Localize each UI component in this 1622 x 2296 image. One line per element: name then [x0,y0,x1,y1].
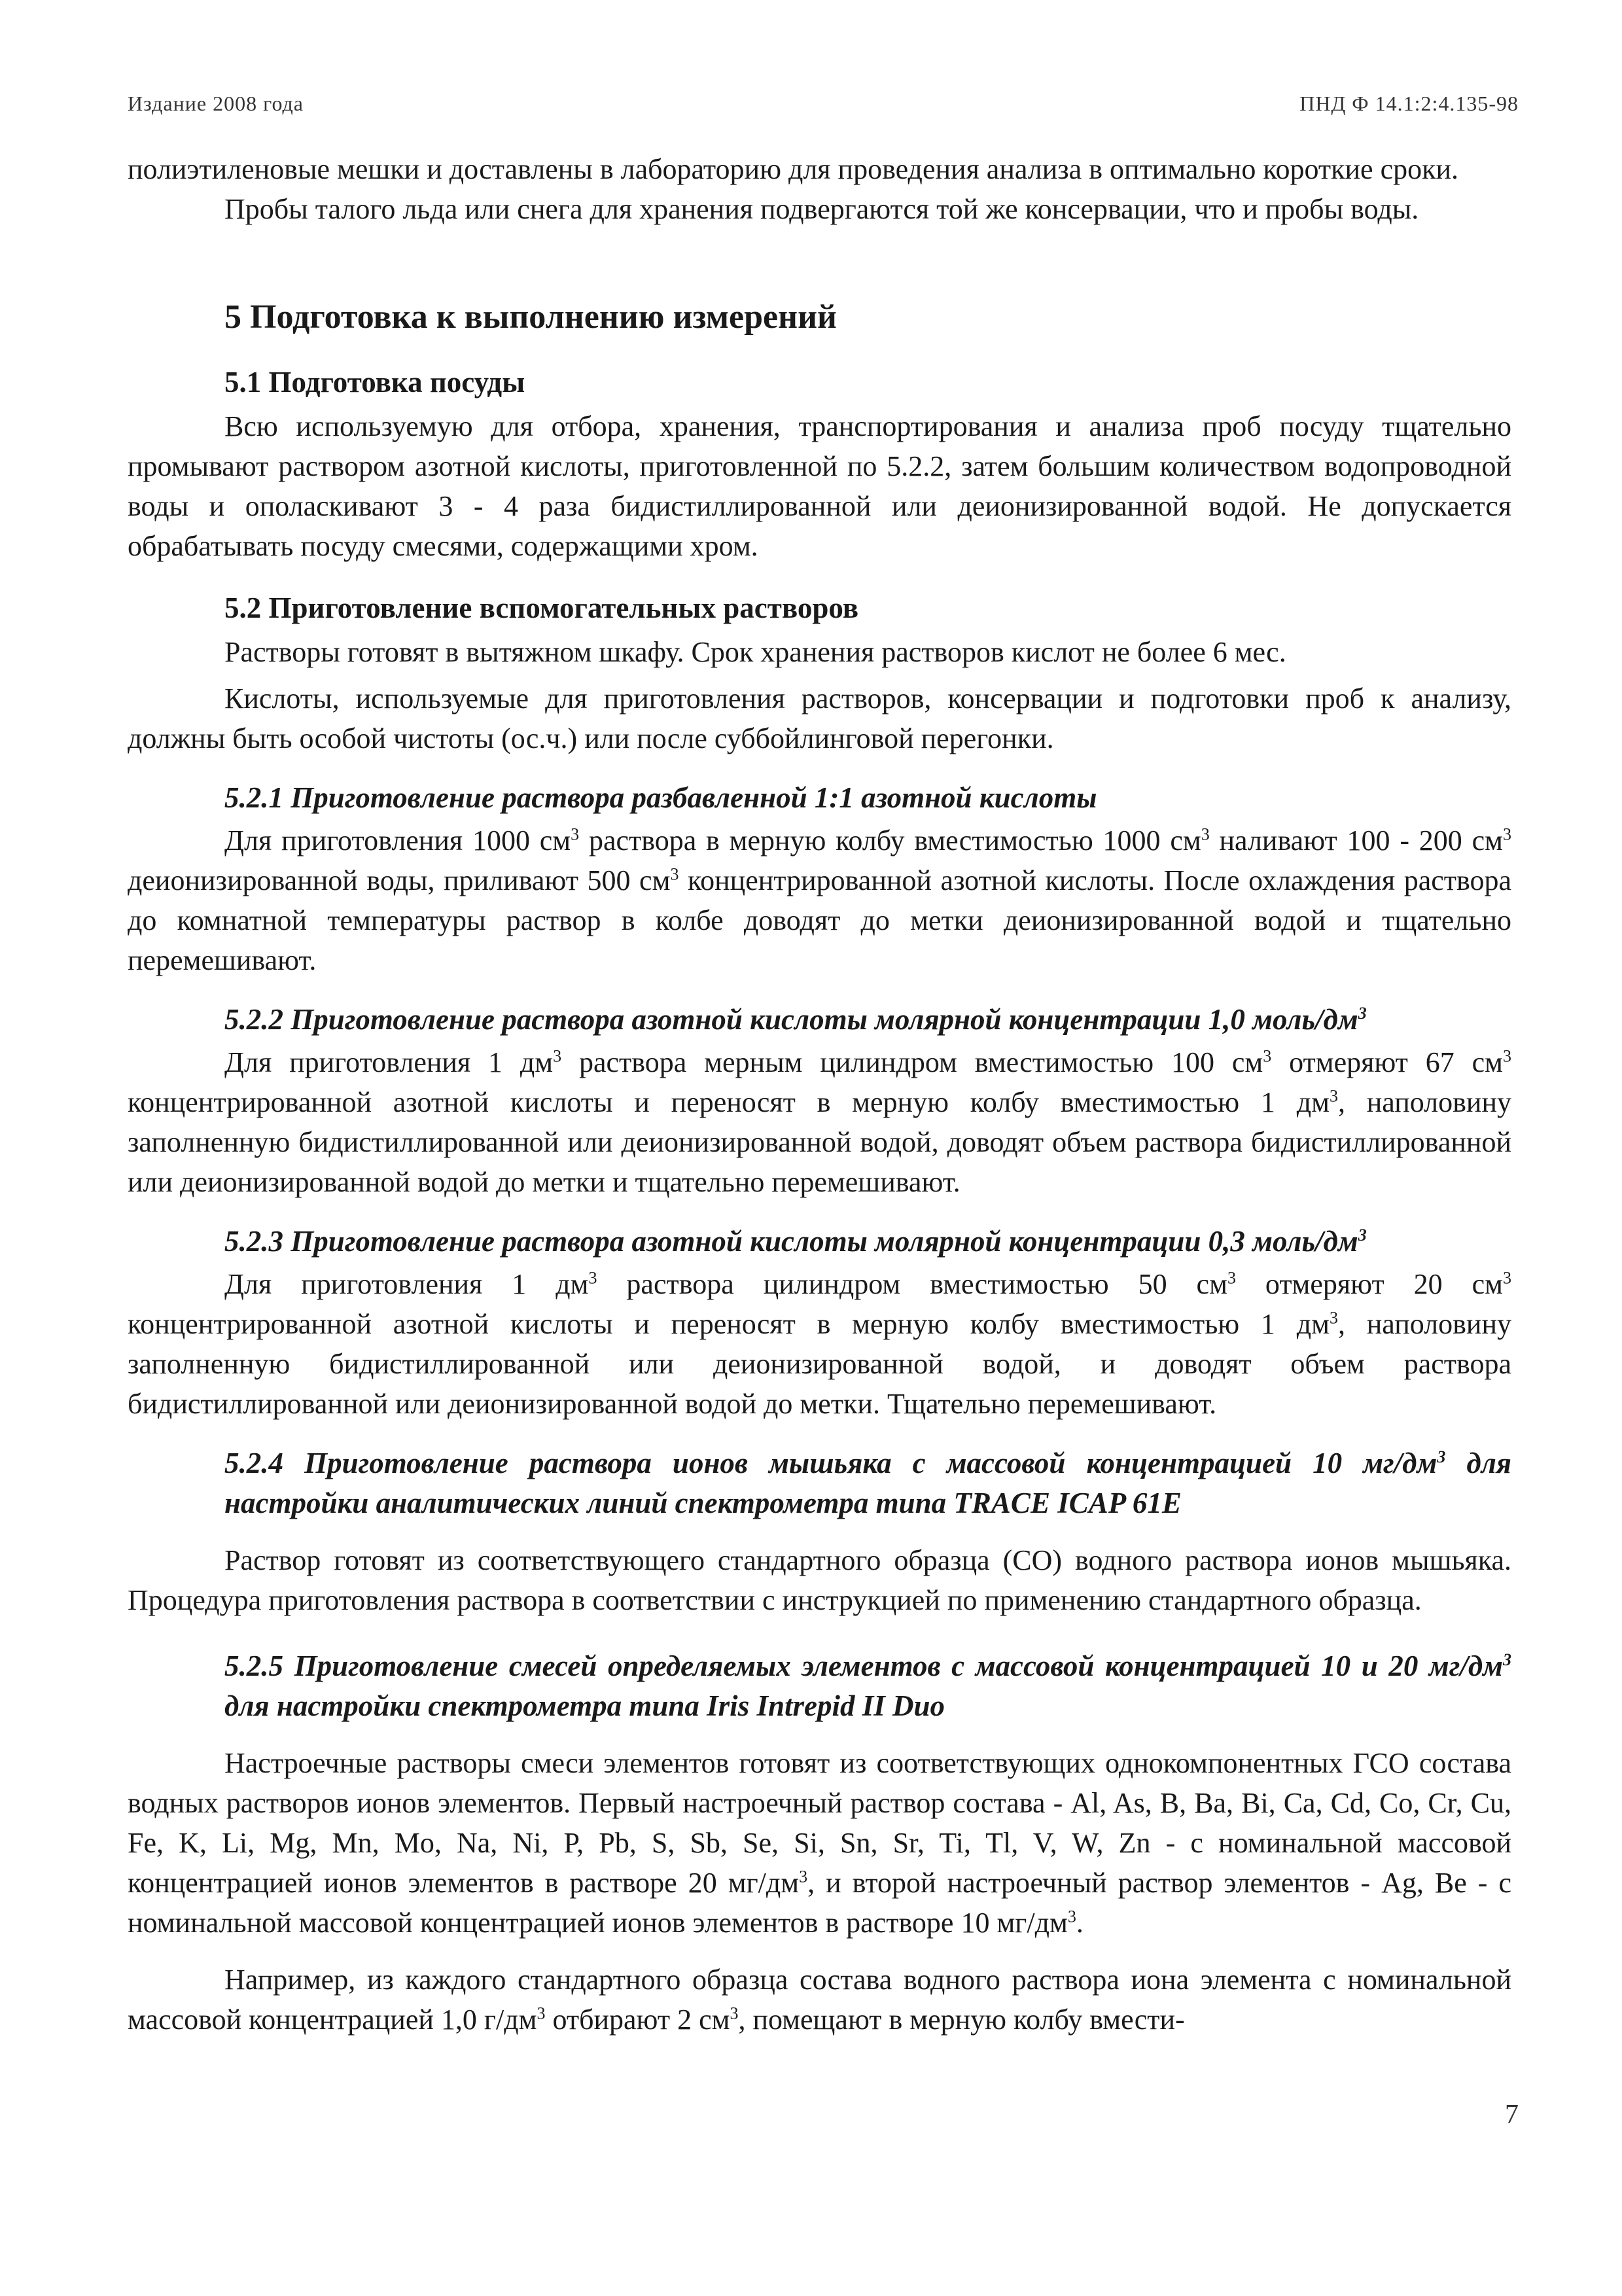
section-5-1-title: 5.1 Подготовка посуды [224,366,525,398]
section-5-2-1-text: Для приготовления 1000 $см^3$ раствора в мерную колбу вместимостью 1000 $см^3$ наливают 100 - 200 $см^3$ деионизированной воды, приливают 500 $см^3$ концентрированной азотной кислоты. После охлаждения раствора до комнатной температуры раствор в колбе доводят до метки деионизированной водой и тщательно перемешивают. [128,824,1511,976]
section-5-2-4-text: Раствор готовят из соответствующего стандартного образца (СО) водного раствора ионов мышьяка. Процедура приготовления раствора в соответствии с инструкцией по применению стандартного образца. [128,1544,1511,1616]
section-5-1-text: Всю используемую для отбора, хранения, транспортирования и анализа проб посуду тщательно промывают раствором азотной кислоты, приготовленной по 5.2.2, затем большим количеством водопроводной воды и ополаскивают 3 - 4 раза бидистиллированной или деионизированной водой. Не допускается обрабатывать посуду смесями, содержащими хром. [128,410,1511,562]
section-5-2-text-2: Кислоты, используемые для приготовления растворов, консервации и подготовки проб к анализу, должны быть особой чистоты (ос.ч.) или после суббойлинговой перегонки. [128,682,1511,754]
section-5-2-3-title: 5.2.3 Приготовление раствора азотной кислоты молярной концентрации 0,3 моль/$дм^3$ [224,1225,1367,1258]
section-5-2-2-title: 5.2.2 Приготовление раствора азотной кислоты молярной концентрации 1,0 моль/$дм^3$ [224,1003,1367,1036]
page-content [128,149,1511,2040]
section-5-2-title: 5.2 Приготовление вспомогательных растворов [224,592,859,624]
section-5-2-5-title: 5.2.5 Приготовление смесей определяемых элементов с массовой концентрацией 10 и 20 $мг/дм^3$ для настройки спектрометра типа Iris Intrepid II Duo [224,1650,1511,1722]
section-5-2-5-example: Например, из каждого стандартного образца состава водного раствора иона элемента с номинальной массовой концентрацией 1,0 $г/дм^3$ отбирают 2 $см^3$, помещают в мерную колбу вмести- [128,1964,1511,2036]
section-5-2-5-text: Настроечные растворы смеси элементов готовят из соответствующих однокомпонентных ГСО состава водных растворов ионов элементов. Первый настроечный раствор состава - Al, As, B, Ba, Bi, Ca, Cd, Co, Cr, Cu, Fe, K, Li, Mg, Mn, Mo, Na, Ni, P, Pb, S, Sb, Se, Si, Sn, Sr, Ti, Tl, V, W, Zn - с номинальной массовой концентрацией ионов элементов в растворе 20 $мг/дм^3$, и второй настроечный раствор элементов - Ag, Be - с номинальной массовой концентрацией ионов элементов в растворе 10 $мг/дм^3$. [128,1747,1511,1939]
page-number: 7 [1505,2100,1519,2130]
paragraph-continuation: полиэтиленовые мешки и доставлены в лабораторию для проведения анализа в оптимально короткие сроки. [128,153,1459,185]
header-standard-code: ПНД Ф 14.1:2:4.135-98 [1299,92,1519,115]
section-5-title: 5 Подготовка к выполнению измерений [224,298,837,336]
header-edition: Издание 2008 года [128,92,304,115]
section-5-2-1-title: 5.2.1 Приготовление раствора разбавленной 1:1 азотной кислоты [224,781,1097,814]
section-5-2-3-text: Для приготовления 1 $дм^3$ раствора цилиндром вместимостью 50 $см^3$ отмеряют 20 $см^3$ концентрированной азотной кислоты и переносят в мерную колбу вместимостью 1 $дм^3$, наполовину заполненную бидистиллированной или деионизированной водой, и доводят объем раствора бидистиллированной или деионизированной водой до метки. Тщательно перемешивают. [128,1268,1511,1420]
section-5-2-text-1: Растворы готовят в вытяжном шкафу. Срок хранения растворов кислот не более 6 мес. [224,636,1286,668]
section-5-2-2-text: Для приготовления 1 $дм^3$ раствора мерным цилиндром вместимостью 100 $см^3$ отмеряют 67 $см^3$ концентрированной азотной кислоты и переносят в мерную колбу вместимостью 1 $дм^3$, наполовину заполненную бидистиллированной или деионизированной водой, доводят объем раствора бидистиллированной или деионизированной водой до метки и тщательно перемешивают. [128,1046,1511,1198]
paragraph-ice-samples: Пробы талого льда или снега для хранения подвергаются той же консервации, что и пробы воды. [224,193,1419,225]
section-5-2-4-title: 5.2.4 Приготовление раствора ионов мышьяка с массовой концентрацией 10 $мг/дм^3$ для настройки аналитических линий спектрометра типа TRACE ICAP 61E [224,1447,1511,1519]
